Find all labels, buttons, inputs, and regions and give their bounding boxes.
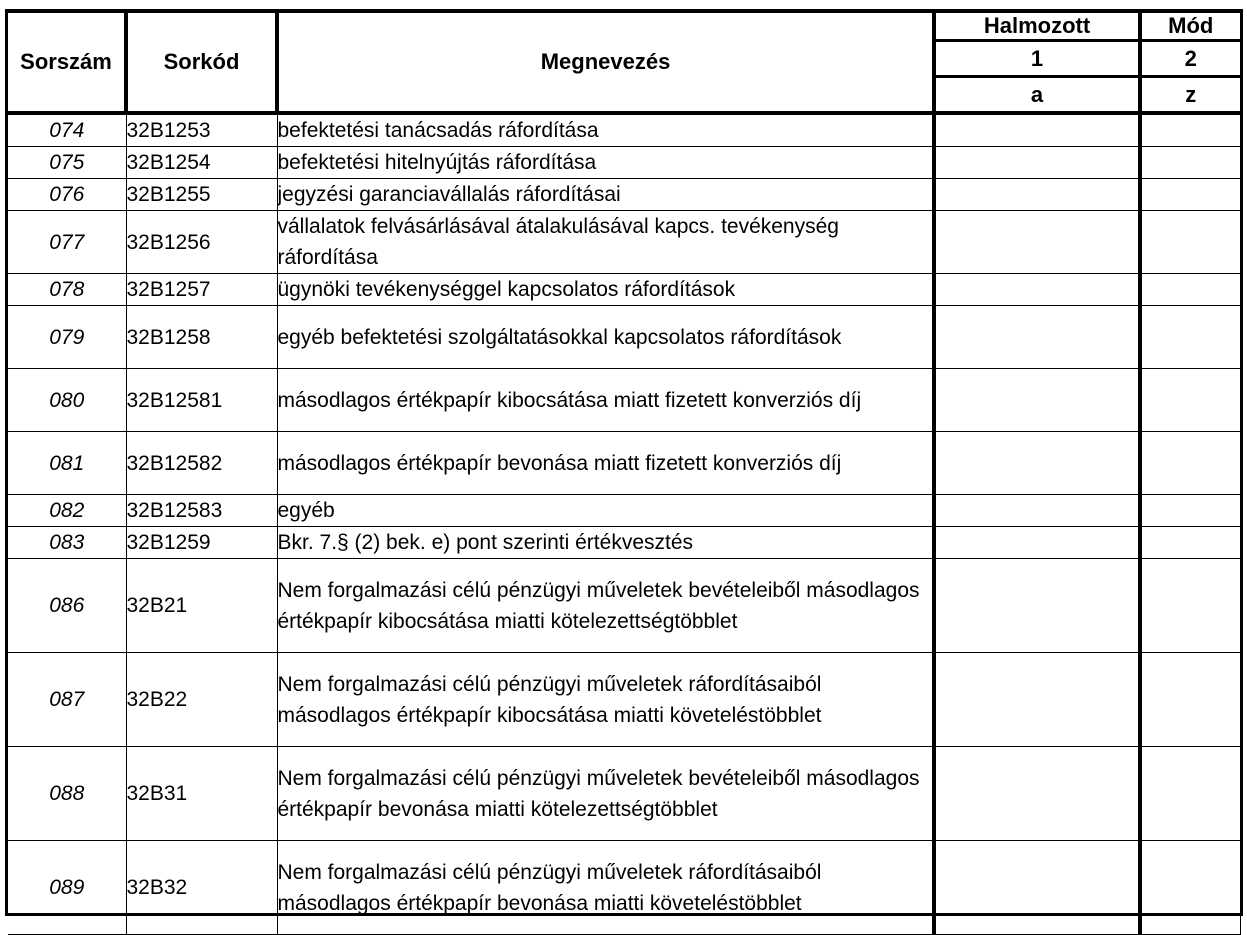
row-mod-cell[interactable]: [1140, 495, 1240, 527]
row-mod-cell[interactable]: [1140, 559, 1240, 653]
row-halmozott-cell[interactable]: [934, 113, 1140, 147]
row-sorszam: 075: [8, 147, 126, 179]
row-halmozott-cell[interactable]: [934, 369, 1140, 432]
row-mod-cell[interactable]: [1140, 527, 1240, 559]
table-row: [8, 432, 1240, 495]
row-sorkod: 32B1253: [126, 113, 277, 147]
row-megnevezes: másodlagos értékpapír bevonása miatt fizetett konverziós díj: [277, 432, 934, 495]
row-mod-cell[interactable]: [1140, 653, 1240, 747]
row-sorkod: 32B1254: [126, 147, 277, 179]
row-halmozott-cell[interactable]: [934, 274, 1140, 306]
table-row: [8, 179, 1240, 211]
header-megnevezes: Megnevezés: [277, 13, 934, 114]
row-megnevezes: másodlagos értékpapír kibocsátása miatt fizetett konverziós díj: [277, 369, 934, 432]
table-row: [8, 274, 1240, 306]
table-row: [8, 527, 1240, 559]
header-halmozott: Halmozott: [934, 13, 1140, 41]
table-header: [8, 13, 1240, 114]
row-mod-cell[interactable]: [1140, 211, 1240, 274]
table-row: [8, 211, 1240, 274]
row-mod-cell[interactable]: [1140, 147, 1240, 179]
row-sorkod: 32B12582: [126, 432, 277, 495]
row-halmozott-cell[interactable]: [934, 559, 1140, 653]
row-halmozott-cell[interactable]: [934, 306, 1140, 369]
row-megnevezes: Nem forgalmazási célú pénzügyi műveletek ráfordításaiból másodlagos értékpapír bevonása miatti követeléstöbblet: [277, 841, 934, 935]
row-sorkod: 32B12581: [126, 369, 277, 432]
report-table: [8, 12, 1241, 935]
row-mod-cell[interactable]: [1140, 432, 1240, 495]
row-megnevezes: egyéb befektetési szolgáltatásokkal kapcsolatos ráfordítások: [277, 306, 934, 369]
row-sorszam: 088: [8, 747, 126, 841]
row-mod-cell[interactable]: [1140, 841, 1240, 935]
table-row: [8, 653, 1240, 747]
table-row: [8, 369, 1240, 432]
row-halmozott-cell[interactable]: [934, 527, 1140, 559]
row-mod-cell[interactable]: [1140, 306, 1240, 369]
row-sorszam: 077: [8, 211, 126, 274]
row-megnevezes: Nem forgalmazási célú pénzügyi műveletek bevételeiből másodlagos értékpapír kibocsátása miatti kötelezettségtöbblet: [277, 559, 934, 653]
table-row: [8, 495, 1240, 527]
header-mod: Mód: [1140, 13, 1240, 41]
row-sorkod: 32B1256: [126, 211, 277, 274]
row-halmozott-cell[interactable]: [934, 147, 1140, 179]
row-halmozott-cell[interactable]: [934, 211, 1140, 274]
row-megnevezes: egyéb: [277, 495, 934, 527]
row-megnevezes: befektetési hitelnyújtás ráfordítása: [277, 147, 934, 179]
row-sorszam: 078: [8, 274, 126, 306]
row-mod-cell[interactable]: [1140, 747, 1240, 841]
row-sorszam: 081: [8, 432, 126, 495]
header-mod-code: z: [1140, 77, 1240, 114]
row-megnevezes: Bkr. 7.§ (2) bek. e) pont szerinti értékvesztés: [277, 527, 934, 559]
table-body: [8, 113, 1240, 935]
row-mod-cell[interactable]: [1140, 113, 1240, 147]
row-mod-cell[interactable]: [1140, 274, 1240, 306]
row-megnevezes: Nem forgalmazási célú pénzügyi műveletek ráfordításaiból másodlagos értékpapír kibocsátása miatti követeléstöbblet: [277, 653, 934, 747]
table-row: [8, 147, 1240, 179]
row-sorszam: 079: [8, 306, 126, 369]
row-sorszam: 076: [8, 179, 126, 211]
row-sorszam: 074: [8, 113, 126, 147]
row-sorkod: 32B1257: [126, 274, 277, 306]
row-sorkod: 32B1259: [126, 527, 277, 559]
table-row: [8, 559, 1240, 653]
row-sorkod: 32B32: [126, 841, 277, 935]
row-halmozott-cell[interactable]: [934, 653, 1140, 747]
row-halmozott-cell[interactable]: [934, 432, 1140, 495]
row-sorkod: 32B1255: [126, 179, 277, 211]
table-row: [8, 747, 1240, 841]
row-mod-cell[interactable]: [1140, 179, 1240, 211]
row-halmozott-cell[interactable]: [934, 495, 1140, 527]
row-megnevezes: jegyzési garanciavállalás ráfordításai: [277, 179, 934, 211]
row-sorszam: 087: [8, 653, 126, 747]
row-sorszam: 080: [8, 369, 126, 432]
row-halmozott-cell[interactable]: [934, 747, 1140, 841]
table-row: [8, 306, 1240, 369]
row-megnevezes: vállalatok felvásárlásával átalakulásával kapcs. tevékenység ráfordítása: [277, 211, 934, 274]
header-sorszam: Sorszám: [8, 13, 126, 114]
report-form: [5, 9, 1243, 916]
row-halmozott-cell[interactable]: [934, 179, 1140, 211]
row-megnevezes: Nem forgalmazási célú pénzügyi műveletek bevételeiből másodlagos értékpapír bevonása miatti kötelezettségtöbblet: [277, 747, 934, 841]
row-sorkod: 32B12583: [126, 495, 277, 527]
header-halmozott-number: 1: [934, 41, 1140, 77]
table-row: [8, 841, 1240, 935]
row-sorkod: 32B1258: [126, 306, 277, 369]
row-mod-cell[interactable]: [1140, 369, 1240, 432]
row-sorszam: 082: [8, 495, 126, 527]
row-sorszam: 086: [8, 559, 126, 653]
row-halmozott-cell[interactable]: [934, 841, 1140, 935]
row-sorszam: 089: [8, 841, 126, 935]
row-sorkod: 32B22: [126, 653, 277, 747]
header-sorkod: Sorkód: [126, 13, 277, 114]
row-megnevezes: ügynöki tevékenységgel kapcsolatos ráfordítások: [277, 274, 934, 306]
header-halmozott-code: a: [934, 77, 1140, 114]
row-megnevezes: befektetési tanácsadás ráfordítása: [277, 113, 934, 147]
header-mod-number: 2: [1140, 41, 1240, 77]
row-sorkod: 32B21: [126, 559, 277, 653]
row-sorszam: 083: [8, 527, 126, 559]
row-sorkod: 32B31: [126, 747, 277, 841]
table-row: [8, 113, 1240, 147]
